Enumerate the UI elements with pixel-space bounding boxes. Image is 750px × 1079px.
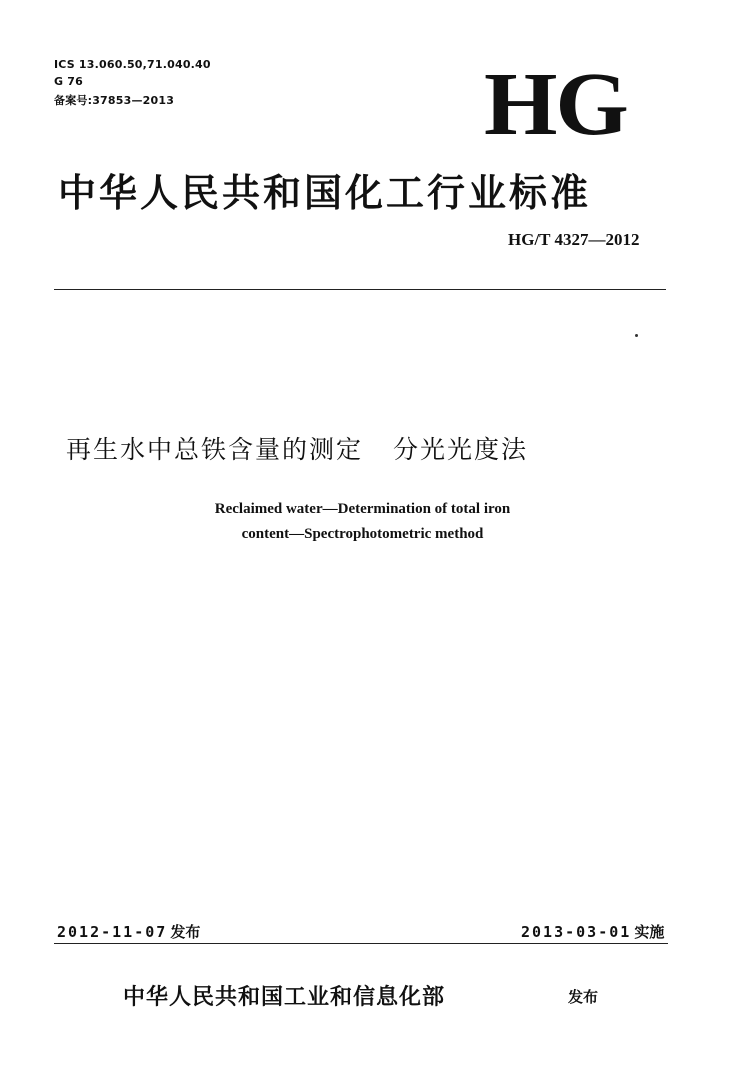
ics-code: ICS 13.060.50,71.040.40 — [54, 58, 211, 71]
hg-logo: HG — [484, 55, 627, 154]
implement-label: 实施 — [634, 923, 665, 941]
chinese-title — [66, 430, 686, 466]
issue-date — [57, 921, 200, 942]
standard-number: HG/T 4327—2012 — [508, 230, 640, 249]
chinese-title-main: 再生水中总铁含量的测定 — [66, 435, 364, 464]
english-title-line1: Reclaimed water—Determination of total iron — [214, 501, 511, 517]
top-divider — [54, 289, 666, 290]
bottom-divider — [54, 943, 668, 944]
speck-mark — [635, 334, 638, 337]
organization-title: 中华人民共和国化工行业标准 — [58, 170, 592, 215]
issuing-authority: 中华人民共和国工业和信息化部 — [123, 984, 446, 1010]
issuer-suffix: 发布 — [568, 988, 599, 1006]
record-number: 备案号:37853—2013 — [54, 94, 175, 107]
issue-label: 发布 — [170, 923, 201, 941]
english-title-line2: content—Spectrophotometric method — [241, 526, 484, 542]
implement-date-value: 2013-03-01 — [521, 923, 632, 941]
issue-date-value: 2012-11-07 — [57, 923, 168, 941]
ccs-code: G 76 — [54, 75, 83, 88]
implement-date — [521, 921, 664, 942]
chinese-title-method: 分光光度法 — [393, 435, 529, 464]
